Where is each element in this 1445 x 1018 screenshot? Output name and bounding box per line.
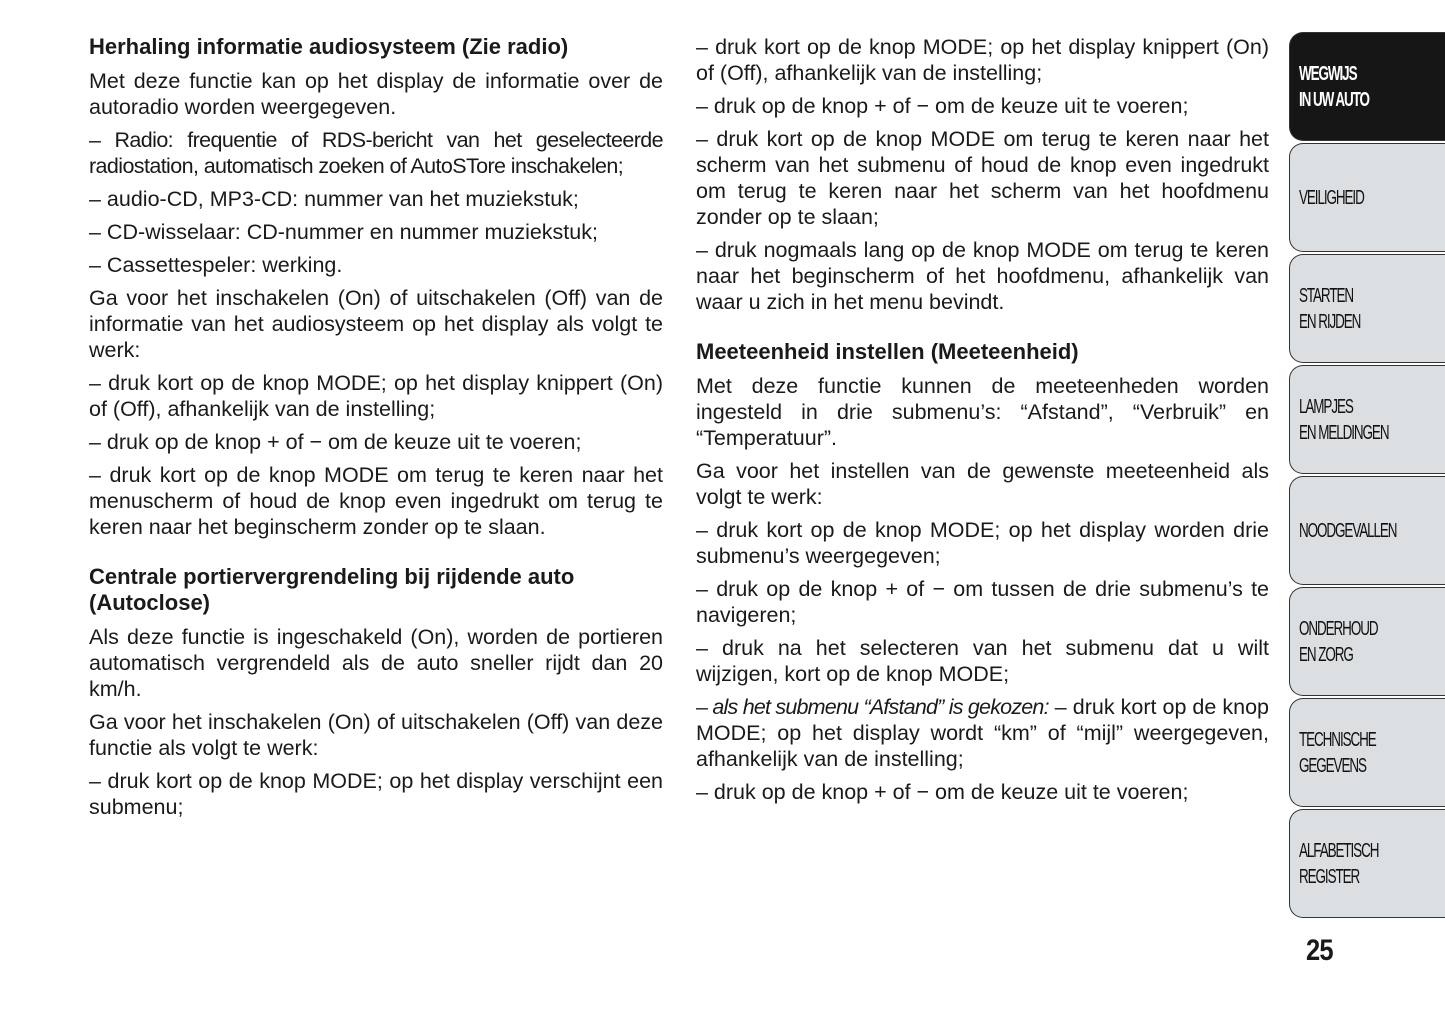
tab-starten[interactable] xyxy=(1289,254,1445,363)
tab-label: LAMPJES xyxy=(1299,395,1353,418)
paragraph: – druk kort op de knop MODE; op het display worden drie submenu’s weergegeven; xyxy=(696,518,1269,568)
tab-onderhoud[interactable] xyxy=(1289,587,1445,696)
tab-label: EN ZORG xyxy=(1299,643,1353,666)
tab-label: GEGEVENS xyxy=(1299,754,1366,777)
tab-alfabetisch-register[interactable] xyxy=(1289,809,1445,918)
paragraph: Ga voor het instellen van de gewenste meeteenheid als volgt te werk: xyxy=(696,459,1269,509)
paragraph: – druk op de knop + of − om tussen de drie submenu’s te navigeren; xyxy=(696,577,1269,627)
paragraph: Met deze functie kan op het display de informatie over de autoradio worden weergegeven. xyxy=(89,69,663,119)
tab-label: EN RIJDEN xyxy=(1299,310,1361,333)
paragraph: – druk na het selecteren van het submenu dat u wilt wijzigen, kort op de knop MODE; xyxy=(696,636,1269,686)
tab-label: EN MELDINGEN xyxy=(1299,421,1389,444)
paragraph: – druk kort op de knop MODE; op het display knippert (On) of (Off), afhankelijk van de instelling; xyxy=(89,371,663,421)
tab-label: TECHNISCHE xyxy=(1299,728,1376,751)
paragraph: – CD-wisselaar: CD-nummer en nummer muziekstuk; xyxy=(89,220,598,244)
tab-label: STARTEN xyxy=(1299,284,1353,307)
left-column xyxy=(89,34,663,827)
tab-label: REGISTER xyxy=(1299,865,1360,888)
tab-label: NOODGEVALLEN xyxy=(1299,519,1397,542)
paragraph: – druk op de knop + of − om de keuze uit te voeren; xyxy=(696,780,1189,804)
paragraph: – Cassettespeler: werking. xyxy=(89,253,343,277)
tab-wegwijs[interactable] xyxy=(1289,32,1445,141)
tab-label: WEGWIJS xyxy=(1299,62,1357,85)
section-heading: Herhaling informatie audiosysteem (Zie radio) xyxy=(89,34,569,59)
paragraph: – druk kort op de knop MODE om terug te keren naar het menuscherm of houd de knop even ingedrukt om terug te keren naar het beginscherm zonder op te slaan. xyxy=(89,463,663,539)
paragraph: Ga voor het inschakelen (On) of uitschakelen (Off) van de informatie van het audiosysteem op het display als volgt te werk: xyxy=(89,286,663,362)
tab-label: VEILIGHEID xyxy=(1299,186,1364,209)
paragraph: – druk nogmaals lang op de knop MODE om terug te keren naar het beginscherm of het hoofdmenu, afhankelijk van waar u zich in het menu bevindt. xyxy=(696,238,1269,314)
paragraph: – druk kort op de knop MODE; op het display verschijnt een submenu; xyxy=(89,769,663,819)
chapter-tabs xyxy=(1289,32,1445,920)
paragraph: – druk kort op de knop MODE; op het display knippert (On) of (Off), afhankelijk van de instelling; xyxy=(696,35,1269,85)
section-heading: Meeteenheid instellen (Meeteenheid) xyxy=(696,339,1079,364)
paragraph: – druk op de knop + of − om de keuze uit te voeren; xyxy=(89,430,582,454)
paragraph: – Radio: frequentie of RDS-bericht van het geselecteerde radiostation, automatisch zoeken of AutoSTore inschakelen; xyxy=(89,128,663,178)
italic-lead: – als het submenu “Afstand” is gekozen: xyxy=(696,695,1049,719)
paragraph: Ga voor het inschakelen (On) of uitschakelen (Off) van deze functie als volgt te werk: xyxy=(89,710,663,760)
tab-lampjes[interactable] xyxy=(1289,365,1445,474)
paragraph: Als deze functie is ingeschakeld (On), worden de portieren automatisch vergrendeld als de auto sneller rijdt dan 20 km/h. xyxy=(89,625,663,701)
tab-veiligheid[interactable] xyxy=(1289,143,1445,252)
tab-noodgevallen[interactable] xyxy=(1289,476,1445,585)
tab-technische-gegevens[interactable] xyxy=(1289,698,1445,807)
section-heading: Centrale portiervergrendeling bij rijdende auto (Autoclose) xyxy=(89,564,575,615)
paragraph: – druk kort op de knop MODE om terug te keren naar het scherm van het submenu of houd de knop even ingedrukt om terug te keren naar het scherm van het hoofdmenu zonder op te slaan; xyxy=(696,127,1269,229)
page-number: 25 xyxy=(1306,934,1333,967)
tab-label: ALFABETISCH xyxy=(1299,839,1379,862)
tab-label: IN UW AUTO xyxy=(1299,88,1369,111)
paragraph-rest: – druk kort op de knop MODE; op het display wordt “km” of “mijl” weergegeven, afhankelijk van de instelling; xyxy=(696,695,1269,771)
paragraph: Met deze functie kunnen de meeteenheden worden ingesteld in drie submenu’s: “Afstand”, “Verbruik” en “Temperatuur”. xyxy=(696,374,1269,450)
paragraph: – audio-CD, MP3-CD: nummer van het muziekstuk; xyxy=(89,187,579,211)
right-column xyxy=(696,34,1269,812)
paragraph xyxy=(696,694,1269,772)
paragraph: – druk op de knop + of − om de keuze uit te voeren; xyxy=(696,94,1189,118)
tab-label: ONDERHOUD xyxy=(1299,617,1378,640)
